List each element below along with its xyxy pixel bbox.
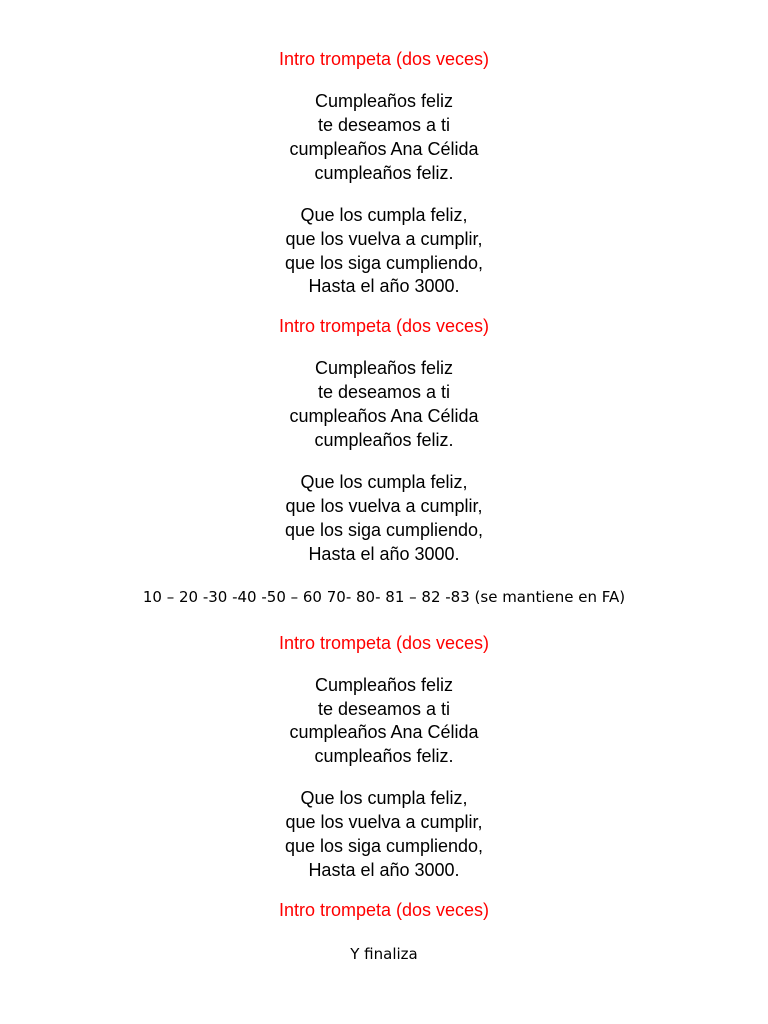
intro-cue-2: Intro trompeta (dos veces)	[278, 316, 490, 336]
stanza-a-2-line-1: Cumpleaños feliz	[314, 358, 454, 378]
stanza-b-3-line-2: que los vuelva a cumplir,	[285, 812, 483, 832]
stanza-b-1-line-1: Que los cumpla feliz,	[300, 205, 468, 225]
stanza-a-1-line-2: te deseamos a ti	[317, 115, 451, 135]
stanza-a-2-line-4: cumpleaños feliz.	[314, 430, 454, 450]
stanza-a-3-line-1: Cumpleaños feliz	[314, 675, 454, 695]
stanza-b-1-line-3: que los siga cumpliendo,	[284, 253, 484, 273]
intro-cue-1: Intro trompeta (dos veces)	[278, 49, 490, 69]
stanza-b-2-line-2: que los vuelva a cumplir,	[285, 496, 483, 516]
stanza-a-3-line-2: te deseamos a ti	[317, 699, 451, 719]
stanza-b-1-line-4: Hasta el año 3000.	[308, 276, 460, 296]
intro-cue-4: Intro trompeta (dos veces)	[278, 900, 490, 920]
stanza-b-2-line-3: que los siga cumpliendo,	[284, 520, 484, 540]
intro-cue-3: Intro trompeta (dos veces)	[278, 633, 490, 653]
ending-note: Y finaliza	[350, 945, 418, 963]
tempo-note: 10 – 20 -30 -40 -50 – 60 70- 80- 81 – 82 -83 (se mantiene en FA)	[142, 588, 626, 606]
stanza-b-3-line-1: Que los cumpla feliz,	[300, 788, 468, 808]
stanza-a-1-line-4: cumpleaños feliz.	[314, 163, 454, 183]
stanza-b-1-line-2: que los vuelva a cumplir,	[285, 229, 483, 249]
stanza-a-2-line-2: te deseamos a ti	[317, 382, 451, 402]
stanza-a-3-line-4: cumpleaños feliz.	[314, 746, 454, 766]
stanza-b-2-line-1: Que los cumpla feliz,	[300, 472, 468, 492]
stanza-a-3-line-3: cumpleaños Ana Célida	[289, 722, 479, 742]
stanza-a-1-line-3: cumpleaños Ana Célida	[289, 139, 479, 159]
stanza-a-1-line-1: Cumpleaños feliz	[314, 91, 454, 111]
stanza-b-3-line-3: que los siga cumpliendo,	[284, 836, 484, 856]
stanza-b-3-line-4: Hasta el año 3000.	[308, 860, 460, 880]
stanza-a-2-line-3: cumpleaños Ana Célida	[289, 406, 479, 426]
stanza-b-2-line-4: Hasta el año 3000.	[308, 544, 460, 564]
